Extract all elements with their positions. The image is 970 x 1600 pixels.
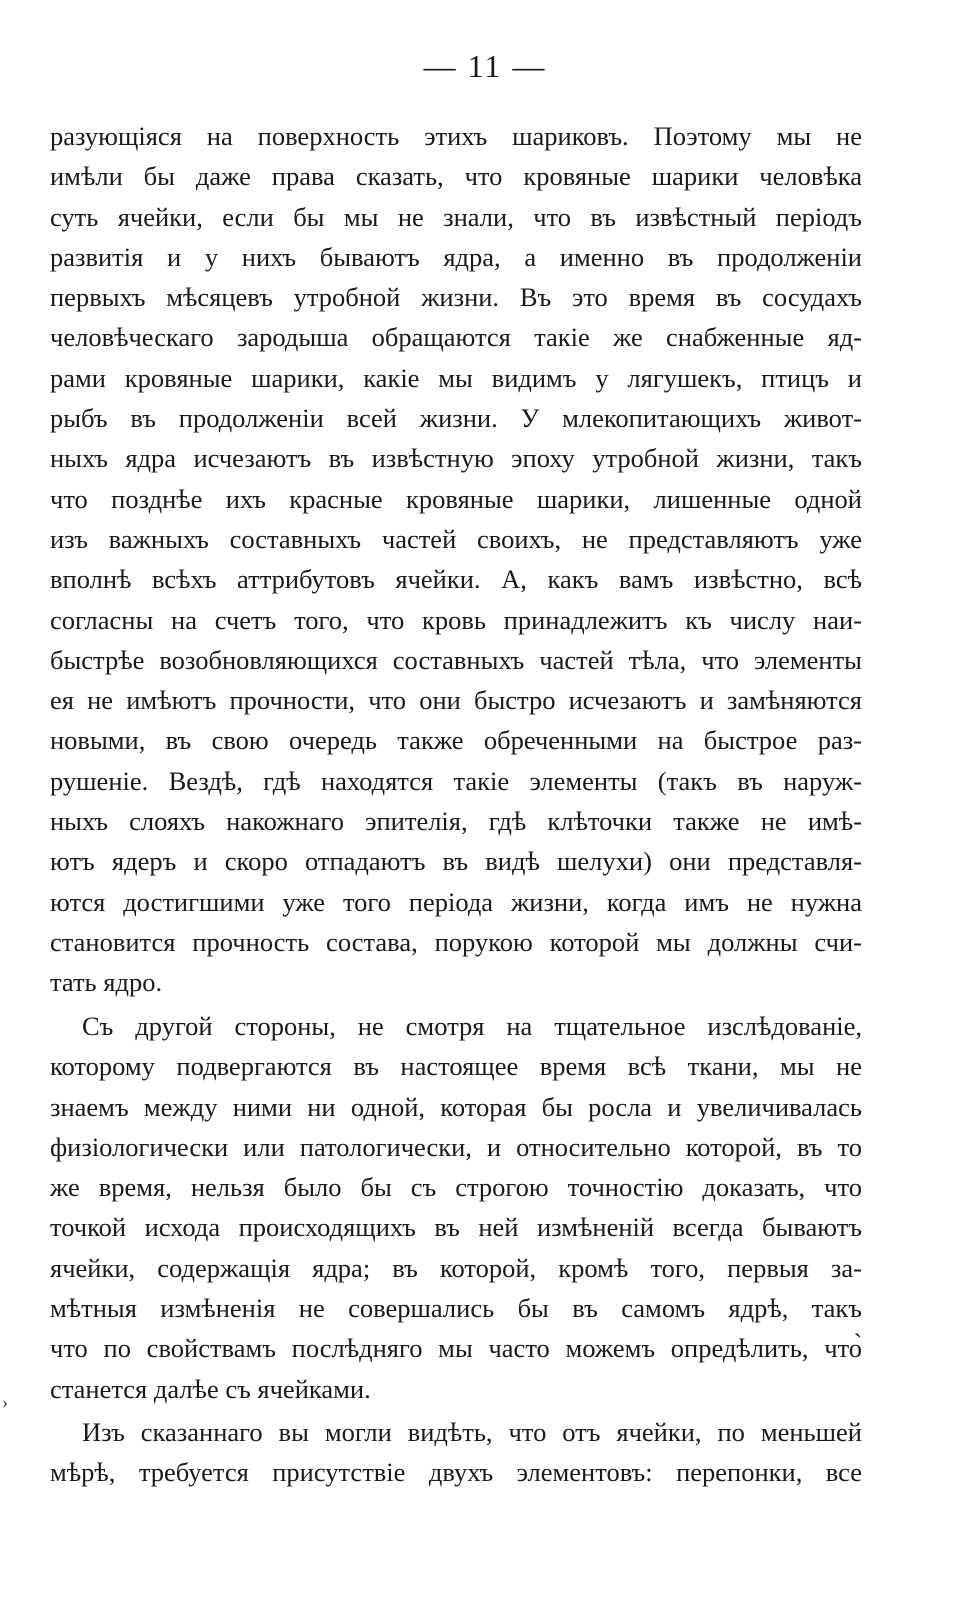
text-line: ютъ ядеръ и скоро отпадаютъ въ видѣ шелухи) они представля- [50,846,862,877]
text-line: развитія и у нихъ бываютъ ядра, а именно въ продолженіи [50,241,862,272]
text-line: мѣрѣ, требуется присутствіе двухъ элементовъ: перепонки, все [50,1457,862,1488]
text-line: тать ядро. [50,967,163,998]
text-line: рыбъ въ продолженіи всей жизни. У млекопитающихъ живот- [50,403,862,434]
text-line: знаемъ между ними ни одной, которая бы росла и увеличивалась [50,1091,862,1122]
text-line: Изъ сказаннаго вы могли видѣть, что отъ ячейки, по меньшей [82,1417,862,1447]
page-number: — 11 — [423,48,547,84]
text-line: быстрѣе возобновляющихся составныхъ частей тѣла, что элементы [50,644,862,675]
text-line: ея не имѣютъ прочности, что они быстро исчезаютъ и замѣняются [50,685,862,716]
paragraph-1 [50,116,862,1003]
text-line: суть ячейки, если бы мы не знали, что въ извѣстный періодъ [50,201,862,232]
text-line: вполнѣ всѣхъ аттрибутовъ ячейки. А, какъ вамъ извѣстно, всѣ [50,564,862,595]
paragraph-3 [50,1412,862,1493]
paragraph-2 [50,1006,862,1409]
text-line: ячейки, содержащія ядра; въ которой, кромѣ того, первыя за- [50,1252,862,1283]
text-line: первыхъ мѣсяцевъ утробной жизни. Въ это время въ сосудахъ [50,282,862,313]
text-line: точкой исхода происходящихъ въ ней измѣненій всегда бываютъ [50,1212,862,1243]
text-line: согласны на счетъ того, что кровь принадлежитъ къ числу наи- [50,604,862,635]
text-line: станется далѣе съ ячейками. [50,1373,371,1404]
margin-mark: › [2,1392,8,1412]
text-line: ныхъ ядра исчезаютъ въ извѣстную эпоху утробной жизни, такъ [50,443,862,474]
text-line: ются достигшими уже того періода жизни, когда имъ не нужна [50,886,862,917]
text-line: Съ другой стороны, не смотря на тщательное изслѣдованіе, [82,1011,862,1041]
text-line: мѣтныя измѣненія не совершались бы въ самомъ ядрѣ, такъ [50,1293,862,1324]
text-line: становится прочность состава, порукою которой мы должны счи- [50,926,862,957]
text-line: рушеніе. Вездѣ, гдѣ находятся такіе элементы (такъ въ наруж- [50,765,862,796]
text-line: изъ важныхъ составныхъ частей своихъ, не представляютъ уже [50,523,862,554]
text-line: имѣли бы даже права сказать, что кровяные шарики человѣка [50,161,862,192]
text-line: человѣческаго зародыша обращаются такіе же снабженные яд- [50,322,862,353]
text-line: же время, нельзя было бы съ строгою точностію доказать, что [50,1172,862,1203]
text-line: что позднѣе ихъ красные кровяные шарики, лишенные одной [50,483,862,514]
text-line: ныхъ слояхъ накожнаго эпителія, гдѣ клѣточки также не имѣ- [50,806,862,837]
text-line: рами кровяные шарики, какіе мы видимъ у лягушекъ, птицъ и [50,362,862,393]
text-line: разующіяся на поверхность этихъ шариковъ. Поэтому мы не [50,121,862,151]
text-line: новыми, въ свою очередь также обреченными на быстрое раз- [50,725,862,756]
text-line: которому подвергаются въ настоящее время всѣ ткани, мы не [50,1051,862,1082]
text-line: что по свойствамъ послѣдняго мы часто можемъ опредѣлить, что̀ [50,1333,862,1364]
text-line: физіологически или патологически, и относительно которой, въ то [50,1131,862,1162]
